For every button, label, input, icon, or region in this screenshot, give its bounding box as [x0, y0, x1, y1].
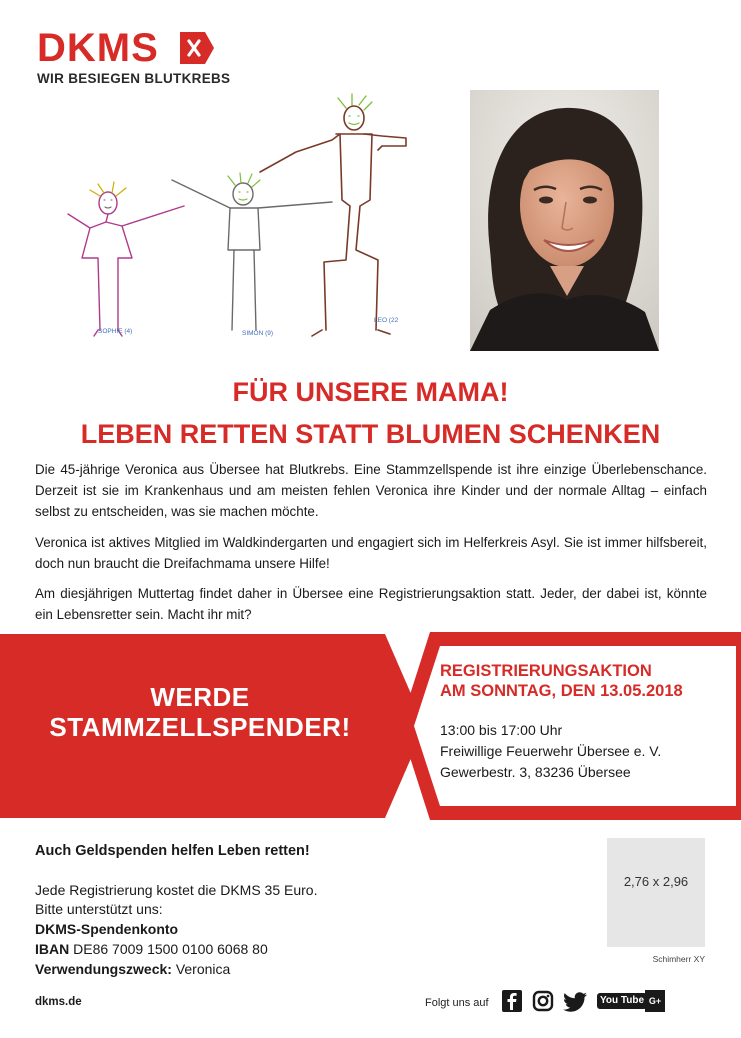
donation-account-label: DKMS-Spendenkonto [35, 921, 179, 937]
googleplus-icon[interactable]: G+ [645, 990, 665, 1012]
donation-title: Auch Geldspenden helfen Leben retten! [35, 843, 310, 859]
follow-us-label: Folgt uns auf [425, 997, 489, 1009]
event-location: Freiwillige Feuerwehr Übersee e. V. [440, 743, 662, 759]
headline-line1: FÜR UNSERE MAMA! [232, 377, 509, 407]
iban-label: IBAN [35, 941, 70, 957]
body-paragraph-2: Veronica ist aktives Mitglied im Waldkindergarten und engagiert sich im Helferkreis Asyl. Sie ist immer hilfsbereit, doch nun braucht die Dreifachmama unsere Hilfe! [35, 535, 707, 571]
facebook-icon[interactable] [502, 990, 522, 1012]
website-link[interactable]: dkms.de [35, 996, 82, 1008]
headline-line2: LEBEN RETTEN STATT BLUMEN SCHENKEN [80, 419, 661, 449]
event-title [440, 661, 683, 701]
donation-iban [35, 940, 268, 959]
dkms-logo [37, 26, 231, 88]
purpose-value: Veronica [171, 961, 231, 977]
drawing-label-simon: SIMON (9) [242, 330, 274, 337]
logo-tagline: WIR BESIEGEN BLUTKREBS [37, 71, 231, 86]
placeholder-size-text: 2,76 x 2,96 [623, 874, 689, 889]
donation-request-text: Bitte unterstützt uns: [35, 901, 163, 917]
donation-cost-text: Jede Registrierung kostet die DKMS 35 Euro. [35, 882, 318, 898]
purpose-label: Verwendungszweck: [35, 961, 172, 977]
youtube-text: You Tube [597, 993, 647, 1009]
instagram-icon[interactable] [532, 990, 554, 1012]
photo-credit: Schimherr XY [652, 954, 705, 964]
body-paragraph-3: Am diesjährigen Muttertag findet daher in Übersee eine Registrierungsaktion statt. Jeder, der dabei ist, könnte ein Lebensretter sein. Macht ihr mit? [35, 586, 707, 622]
image-placeholder [607, 838, 705, 947]
event-title-line2: AM SONNTAG, DEN 13.05.2018 [440, 682, 683, 700]
cta-line2: STAMMZELLSPENDER! [49, 712, 351, 742]
event-time: 13:00 bis 17:00 Uhr [440, 722, 563, 738]
body-paragraph-1: Die 45-jährige Veronica aus Übersee hat Blutkrebs. Eine Stammzellspende ist ihre einzige Überlebenschance. Derzeit ist sie im Krankenhaus und am meisten fehlen Veronica ihre Kinder und der normale Alltag – einfach selbst zu entscheiden, was sie machen möchte. [35, 462, 707, 519]
iban-value: DE86 7009 1500 0100 6068 80 [69, 941, 268, 957]
event-title-line1: REGISTRIERUNGSAKTION [440, 662, 652, 680]
portrait-photo [470, 90, 659, 351]
event-address: Gewerbestr. 3, 83236 Übersee [440, 764, 631, 780]
cta-text [15, 682, 385, 742]
logo-wordmark: DKMS [37, 26, 159, 70]
donation-purpose [35, 960, 230, 979]
drawing-label-sophie: SOPHIE (4) [98, 328, 133, 335]
drawing-label-leo: LEO (22 [374, 317, 399, 324]
youtube-icon[interactable] [597, 990, 645, 1012]
child-drawing-illustration [60, 90, 420, 355]
twitter-icon[interactable] [563, 990, 588, 1012]
cta-line1: WERDE [150, 682, 250, 712]
logo-x-icon [180, 32, 214, 64]
